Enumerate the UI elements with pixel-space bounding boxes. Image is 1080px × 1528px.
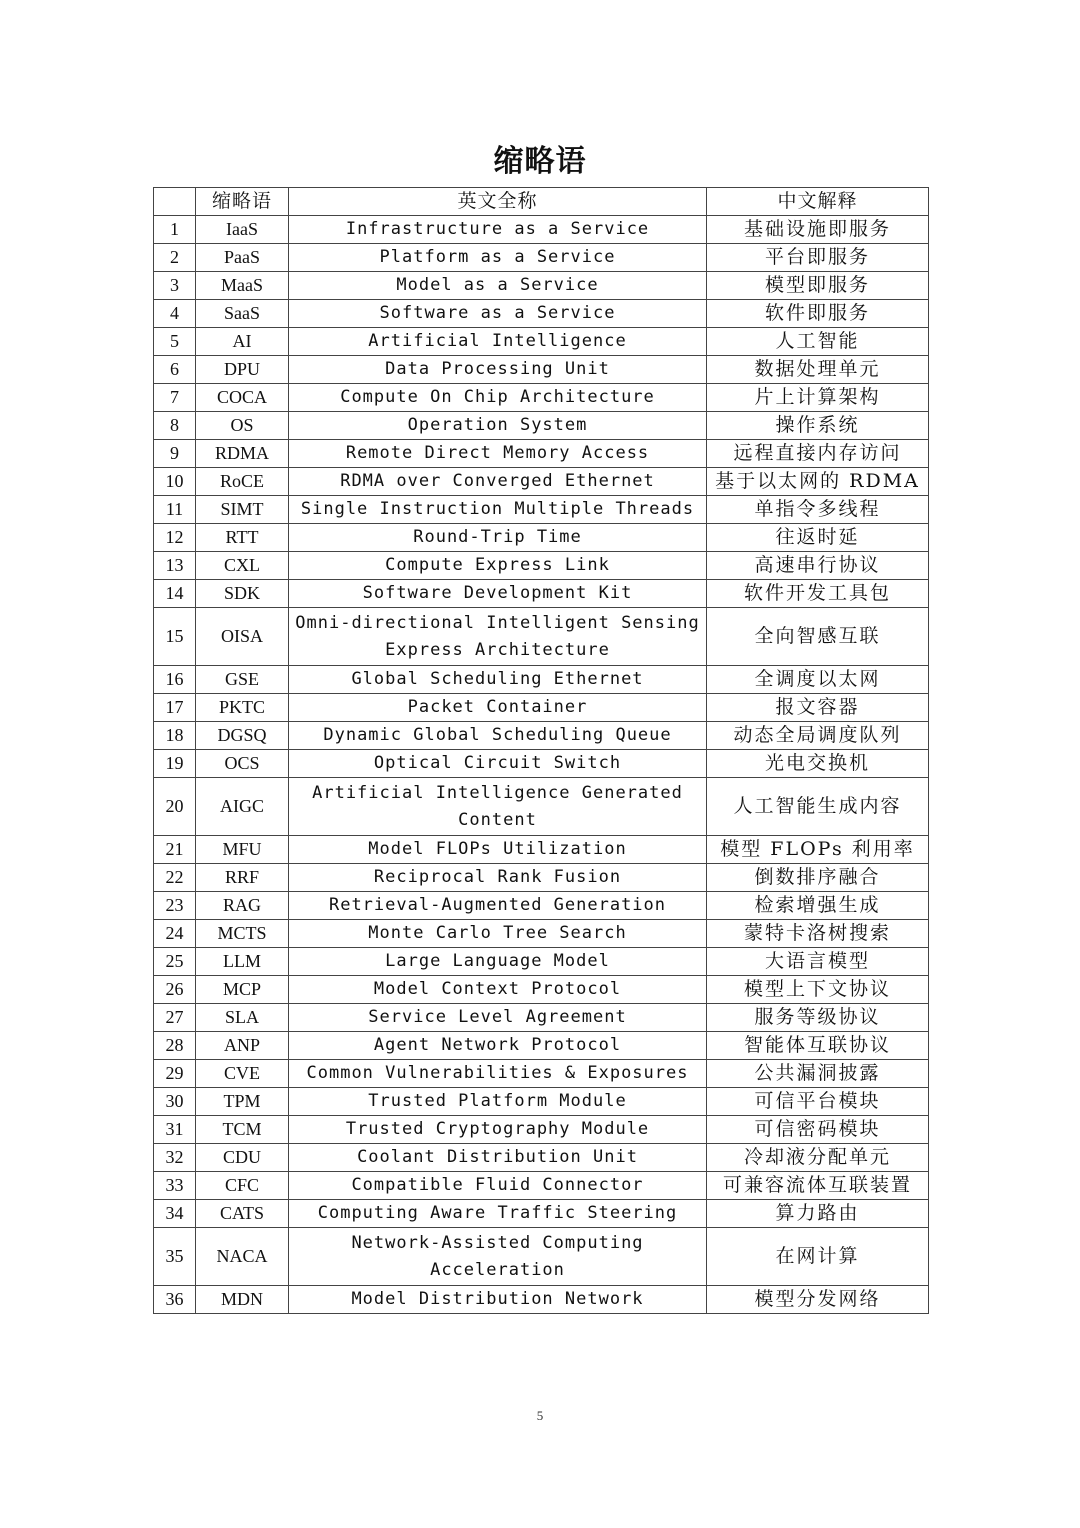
row-chinese-explanation: 软件即服务 — [707, 300, 929, 328]
row-index: 31 — [154, 1116, 196, 1144]
row-chinese-explanation: 模型分发网络 — [707, 1286, 929, 1314]
row-abbreviation: CVE — [196, 1060, 289, 1088]
abbreviation-table — [153, 187, 929, 1314]
row-english-full-name: Artificial Intelligence — [289, 328, 707, 356]
row-abbreviation: OCS — [196, 750, 289, 778]
row-abbreviation: DGSQ — [196, 722, 289, 750]
row-index: 18 — [154, 722, 196, 750]
row-english-full-name: Network-Assisted Computing Acceleration — [289, 1228, 707, 1286]
row-chinese-explanation: 公共漏洞披露 — [707, 1060, 929, 1088]
row-chinese-explanation: 冷却液分配单元 — [707, 1144, 929, 1172]
row-index: 33 — [154, 1172, 196, 1200]
row-chinese-explanation: 远程直接内存访问 — [707, 440, 929, 468]
row-english-full-name: Operation System — [289, 412, 707, 440]
table-row — [154, 864, 929, 892]
header-english-full-name: 英文全称 — [289, 188, 707, 216]
row-index: 22 — [154, 864, 196, 892]
row-abbreviation: GSE — [196, 666, 289, 694]
row-index: 17 — [154, 694, 196, 722]
row-abbreviation: RDMA — [196, 440, 289, 468]
table-row — [154, 300, 929, 328]
row-abbreviation: MCTS — [196, 920, 289, 948]
row-index: 4 — [154, 300, 196, 328]
row-chinese-explanation: 操作系统 — [707, 412, 929, 440]
row-chinese-explanation: 蒙特卡洛树搜索 — [707, 920, 929, 948]
row-english-full-name: Compute Express Link — [289, 552, 707, 580]
row-abbreviation: OISA — [196, 608, 289, 666]
row-english-full-name: Agent Network Protocol — [289, 1032, 707, 1060]
row-abbreviation: TCM — [196, 1116, 289, 1144]
table-row — [154, 356, 929, 384]
table-row — [154, 1060, 929, 1088]
row-chinese-explanation: 数据处理单元 — [707, 356, 929, 384]
table-row — [154, 328, 929, 356]
row-chinese-explanation: 模型上下文协议 — [707, 976, 929, 1004]
table-row — [154, 1116, 929, 1144]
row-index: 21 — [154, 836, 196, 864]
row-english-full-name: Model as a Service — [289, 272, 707, 300]
table-row — [154, 552, 929, 580]
table-row — [154, 272, 929, 300]
row-english-full-name: Compatible Fluid Connector — [289, 1172, 707, 1200]
row-chinese-explanation: 智能体互联协议 — [707, 1032, 929, 1060]
row-abbreviation: CDU — [196, 1144, 289, 1172]
row-chinese-explanation: 往返时延 — [707, 524, 929, 552]
row-english-full-name: Infrastructure as a Service — [289, 216, 707, 244]
row-chinese-explanation: 软件开发工具包 — [707, 580, 929, 608]
row-english-full-name: Platform as a Service — [289, 244, 707, 272]
table-row — [154, 580, 929, 608]
row-chinese-explanation: 模型 FLOPs 利用率 — [707, 836, 929, 864]
table-row — [154, 1088, 929, 1116]
table-row — [154, 1144, 929, 1172]
table-row — [154, 892, 929, 920]
row-chinese-explanation: 可兼容流体互联装置 — [707, 1172, 929, 1200]
row-abbreviation: MaaS — [196, 272, 289, 300]
row-abbreviation: RoCE — [196, 468, 289, 496]
table-row — [154, 216, 929, 244]
row-english-full-name: Trusted Cryptography Module — [289, 1116, 707, 1144]
row-abbreviation: RAG — [196, 892, 289, 920]
row-index: 29 — [154, 1060, 196, 1088]
row-index: 36 — [154, 1286, 196, 1314]
table-row — [154, 1172, 929, 1200]
row-abbreviation: LLM — [196, 948, 289, 976]
row-abbreviation: TPM — [196, 1088, 289, 1116]
row-abbreviation: MFU — [196, 836, 289, 864]
table-row — [154, 1228, 929, 1286]
table-row — [154, 496, 929, 524]
row-english-full-name: Optical Circuit Switch — [289, 750, 707, 778]
row-abbreviation: OS — [196, 412, 289, 440]
row-chinese-explanation: 人工智能生成内容 — [707, 778, 929, 836]
row-english-full-name: Large Language Model — [289, 948, 707, 976]
row-chinese-explanation: 报文容器 — [707, 694, 929, 722]
row-chinese-explanation: 倒数排序融合 — [707, 864, 929, 892]
row-english-full-name: Packet Container — [289, 694, 707, 722]
row-abbreviation: IaaS — [196, 216, 289, 244]
row-english-full-name: Software Development Kit — [289, 580, 707, 608]
row-abbreviation: RTT — [196, 524, 289, 552]
row-abbreviation: MCP — [196, 976, 289, 1004]
row-abbreviation: SaaS — [196, 300, 289, 328]
row-english-full-name: Monte Carlo Tree Search — [289, 920, 707, 948]
row-english-full-name: Retrieval-Augmented Generation — [289, 892, 707, 920]
row-index: 12 — [154, 524, 196, 552]
row-index: 13 — [154, 552, 196, 580]
table-row — [154, 524, 929, 552]
row-english-full-name: Service Level Agreement — [289, 1004, 707, 1032]
row-english-full-name: Model Context Protocol — [289, 976, 707, 1004]
row-index: 2 — [154, 244, 196, 272]
table-row — [154, 836, 929, 864]
row-index: 27 — [154, 1004, 196, 1032]
row-index: 23 — [154, 892, 196, 920]
table-row — [154, 750, 929, 778]
row-chinese-explanation: 基于以太网的 RDMA — [707, 468, 929, 496]
table-row — [154, 976, 929, 1004]
row-english-full-name: Coolant Distribution Unit — [289, 1144, 707, 1172]
row-index: 15 — [154, 608, 196, 666]
row-index: 32 — [154, 1144, 196, 1172]
table-row — [154, 468, 929, 496]
row-abbreviation: COCA — [196, 384, 289, 412]
table-header-row — [154, 188, 929, 216]
row-abbreviation: CATS — [196, 1200, 289, 1228]
row-chinese-explanation: 单指令多线程 — [707, 496, 929, 524]
table-row — [154, 1286, 929, 1314]
table-row — [154, 244, 929, 272]
table-row — [154, 666, 929, 694]
row-abbreviation: SLA — [196, 1004, 289, 1032]
row-chinese-explanation: 在网计算 — [707, 1228, 929, 1286]
row-index: 16 — [154, 666, 196, 694]
row-index: 10 — [154, 468, 196, 496]
row-english-full-name: Round-Trip Time — [289, 524, 707, 552]
row-abbreviation: CXL — [196, 552, 289, 580]
row-abbreviation: ANP — [196, 1032, 289, 1060]
page-title: 缩略语 — [493, 144, 587, 179]
table-row — [154, 440, 929, 468]
row-chinese-explanation: 人工智能 — [707, 328, 929, 356]
row-chinese-explanation: 全调度以太网 — [707, 666, 929, 694]
row-index: 26 — [154, 976, 196, 1004]
row-index: 5 — [154, 328, 196, 356]
row-abbreviation: RRF — [196, 864, 289, 892]
row-english-full-name: Model FLOPs Utilization — [289, 836, 707, 864]
header-index — [154, 188, 196, 216]
row-abbreviation: SDK — [196, 580, 289, 608]
row-index: 24 — [154, 920, 196, 948]
table-row — [154, 920, 929, 948]
row-index: 30 — [154, 1088, 196, 1116]
row-index: 8 — [154, 412, 196, 440]
row-abbreviation: SIMT — [196, 496, 289, 524]
row-english-full-name: Model Distribution Network — [289, 1286, 707, 1314]
row-chinese-explanation: 服务等级协议 — [707, 1004, 929, 1032]
row-english-full-name: RDMA over Converged Ethernet — [289, 468, 707, 496]
row-chinese-explanation: 全向智感互联 — [707, 608, 929, 666]
row-index: 34 — [154, 1200, 196, 1228]
row-chinese-explanation: 算力路由 — [707, 1200, 929, 1228]
row-chinese-explanation: 高速串行协议 — [707, 552, 929, 580]
row-chinese-explanation: 可信密码模块 — [707, 1116, 929, 1144]
row-english-full-name: Common Vulnerabilities & Exposures — [289, 1060, 707, 1088]
table-row — [154, 1032, 929, 1060]
row-english-full-name: Computing Aware Traffic Steering — [289, 1200, 707, 1228]
row-english-full-name: Omni-directional Intelligent Sensing Express Architecture — [289, 608, 707, 666]
row-english-full-name: Global Scheduling Ethernet — [289, 666, 707, 694]
page-number: 5 — [536, 1408, 544, 1423]
row-english-full-name: Single Instruction Multiple Threads — [289, 496, 707, 524]
header-chinese-explanation: 中文解释 — [707, 188, 929, 216]
row-chinese-explanation: 模型即服务 — [707, 272, 929, 300]
table-row — [154, 1004, 929, 1032]
row-chinese-explanation: 片上计算架构 — [707, 384, 929, 412]
table-row — [154, 948, 929, 976]
row-chinese-explanation: 可信平台模块 — [707, 1088, 929, 1116]
table-row — [154, 384, 929, 412]
row-english-full-name: Compute On Chip Architecture — [289, 384, 707, 412]
row-abbreviation: AI — [196, 328, 289, 356]
table-row — [154, 694, 929, 722]
table-row — [154, 608, 929, 666]
row-index: 25 — [154, 948, 196, 976]
row-abbreviation: PKTC — [196, 694, 289, 722]
row-index: 6 — [154, 356, 196, 384]
row-index: 11 — [154, 496, 196, 524]
row-abbreviation: DPU — [196, 356, 289, 384]
table-body — [154, 216, 929, 1314]
row-english-full-name: Dynamic Global Scheduling Queue — [289, 722, 707, 750]
row-english-full-name: Trusted Platform Module — [289, 1088, 707, 1116]
row-chinese-explanation: 平台即服务 — [707, 244, 929, 272]
row-index: 3 — [154, 272, 196, 300]
row-chinese-explanation: 基础设施即服务 — [707, 216, 929, 244]
table-row — [154, 722, 929, 750]
row-index: 28 — [154, 1032, 196, 1060]
table-row — [154, 778, 929, 836]
row-abbreviation: NACA — [196, 1228, 289, 1286]
row-index: 7 — [154, 384, 196, 412]
row-english-full-name: Remote Direct Memory Access — [289, 440, 707, 468]
table-row — [154, 412, 929, 440]
table-row — [154, 1200, 929, 1228]
row-english-full-name: Software as a Service — [289, 300, 707, 328]
row-index: 9 — [154, 440, 196, 468]
row-index: 20 — [154, 778, 196, 836]
row-chinese-explanation: 大语言模型 — [707, 948, 929, 976]
row-chinese-explanation: 光电交换机 — [707, 750, 929, 778]
row-abbreviation: CFC — [196, 1172, 289, 1200]
row-index: 19 — [154, 750, 196, 778]
row-index: 1 — [154, 216, 196, 244]
row-english-full-name: Reciprocal Rank Fusion — [289, 864, 707, 892]
row-abbreviation: MDN — [196, 1286, 289, 1314]
row-english-full-name: Data Processing Unit — [289, 356, 707, 384]
row-chinese-explanation: 检索增强生成 — [707, 892, 929, 920]
row-chinese-explanation: 动态全局调度队列 — [707, 722, 929, 750]
row-abbreviation: PaaS — [196, 244, 289, 272]
header-abbreviation: 缩略语 — [196, 188, 289, 216]
row-english-full-name: Artificial Intelligence Generated Content — [289, 778, 707, 836]
row-index: 14 — [154, 580, 196, 608]
row-index: 35 — [154, 1228, 196, 1286]
row-abbreviation: AIGC — [196, 778, 289, 836]
